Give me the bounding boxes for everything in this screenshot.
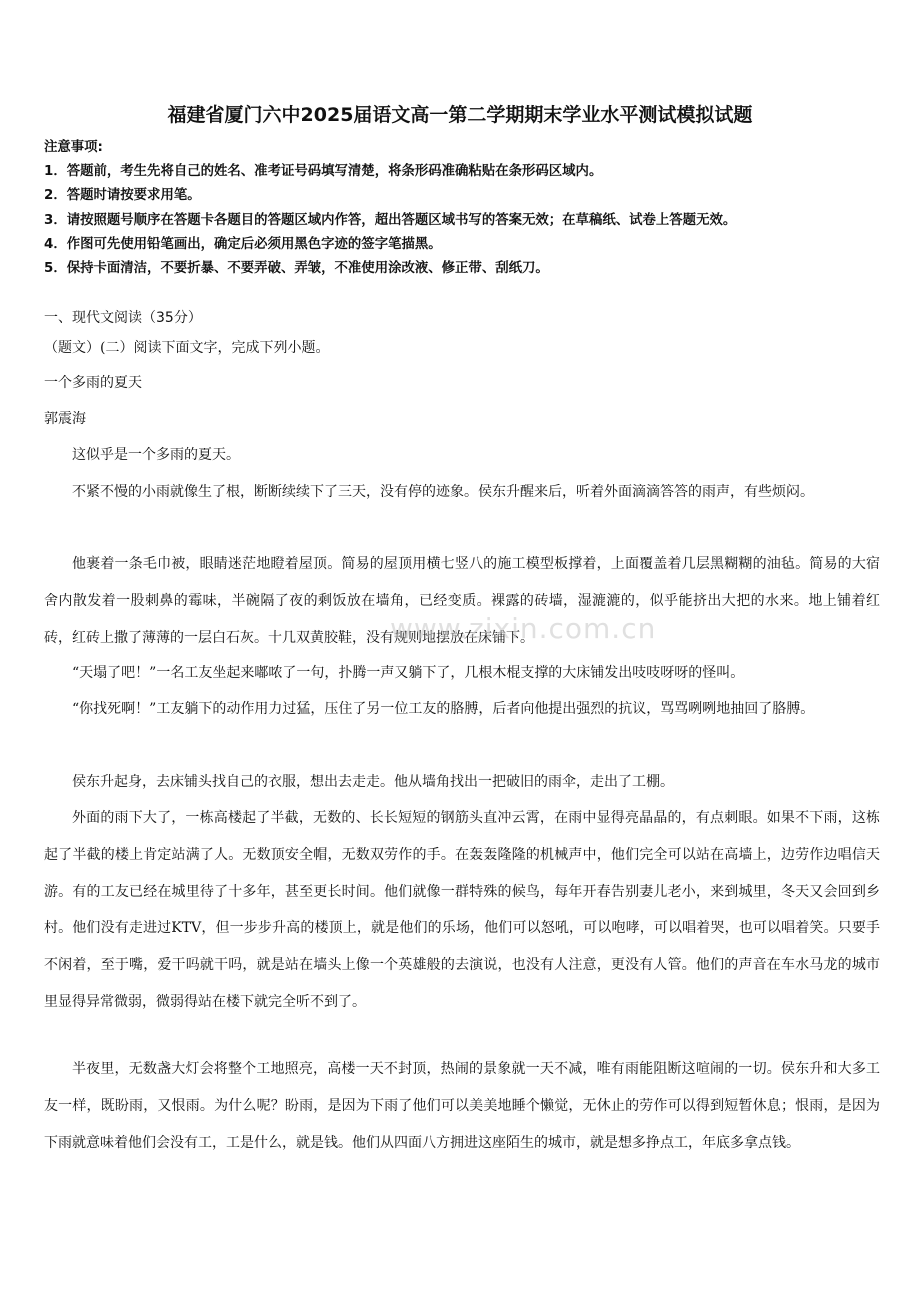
notes-item: 5．保持卡面清洁，不要折暴、不要弄破、弄皱，不准使用涂改液、修正带、刮纸刀。 bbox=[44, 260, 549, 276]
section-heading: 一、现代文阅读（35分） bbox=[44, 310, 202, 326]
notes-block bbox=[44, 136, 884, 281]
article-paragraph: “你找死啊！”工友躺下的动作用力过猛，压住了另一位工友的胳膊，后者向他提出强烈的抗议，骂骂咧咧地抽回了胳膊。 bbox=[72, 701, 815, 717]
notes-heading: 注意事项: bbox=[44, 140, 103, 155]
article-paragraph: 侯东升起身，去床铺头找自己的衣服，想出去走走。他从墙角找出一把破旧的雨伞，走出了工棚。 bbox=[72, 774, 674, 790]
notes-item: 2．答题时请按要求用笔。 bbox=[44, 188, 201, 204]
notes-item: 4．作图可先使用铅笔画出，确定后必须用黑色字迹的签字笔描黑。 bbox=[44, 236, 442, 252]
article-paragraph: 不紧不慢的小雨就像生了根，断断续续下了三天，没有停的迹象。侯东升醒来后，听着外面滴滴答答的雨声，有些烦闷。 bbox=[72, 484, 814, 500]
article-paragraph: 他裹着一条毛巾被，眼睛迷茫地瞪着屋顶。简易的屋顶用横七竖八的施工模型板撑着，上面覆盖着几层黑糊糊的油毡。简易的大宿舍内散发着一股刺鼻的霉味，半碗隔了夜的剩饭放在墙角，已经变质。裸露的砖墙，湿漉漉的，似乎能挤出大把的水来。地上铺着红砖，红砖上撒了薄薄的一层白石灰。十几双黄胶鞋，没有规则地摆放在床铺下。 bbox=[44, 556, 880, 646]
article-paragraph: “天塌了吧！”一名工友坐起来嘟哝了一句，扑腾一声又躺下了，几根木棍支撑的大床铺发出吱吱呀呀的怪叫。 bbox=[72, 665, 745, 681]
article-title: 一个多雨的夏天 bbox=[44, 375, 142, 391]
article-paragraph: 半夜里，无数盏大灯会将整个工地照亮，高楼一天不封顶，热闹的景象就一天不减，唯有雨能阻断这喧闹的一切。侯东升和大多工友一样，既盼雨，又恨雨。为什么呢？盼雨，是因为下雨了他们可以美美地睡个懒觉，无休止的劳作可以得到短暂休息；恨雨，是因为下雨就意味着他们会没有工，工是什么，就是钱。他们从四面八方拥进这座陌生的城市，就是想多挣点工，年底多拿点钱。 bbox=[44, 1061, 880, 1151]
watermark: www.zixin.com.cn bbox=[390, 612, 657, 645]
article-paragraph: 外面的雨下大了，一栋高楼起了半截，无数的、长长短短的钢筋头直冲云霄，在雨中显得亮晶晶的，有点刺眼。如果不下雨，这栋起了半截的楼上肯定站满了人。无数顶安全帽，无数双劳作的手。在轰轰隆隆的机械声中，他们完全可以站在高墙上，边劳作边唱信天游。有的工友已经在城里待了十多年，甚至更长时间。他们就像一群特殊的候鸟，每年开春告别妻儿老小，来到城里，冬天又会回到乡村。他们没有走进过KTV，但一步步升高的楼顶上，就是他们的乐场，他们可以怒吼，可以咆哮，可以唱着哭，也可以唱着笑。只要手不闲着，至于嘴，爱干吗就干吗，就是站在墙头上像一个英雄般的去演说，也没有人注意，更没有人管。他们的声音在车水马龙的城市里显得异常微弱，微弱得站在楼下就完全听不到了。 bbox=[44, 810, 880, 1010]
document-title: 福建省厦门六中2025届语文高一第二学期期末学业水平测试模拟试题 bbox=[167, 104, 753, 126]
notes-item: 3．请按照题号顺序在答题卡各题目的答题区域内作答，超出答题区域书写的答案无效；在草稿纸、试卷上答题无效。 bbox=[44, 212, 737, 228]
article-author: 郭震海 bbox=[44, 411, 86, 427]
section-instruction: （题文）(二）阅读下面文字，完成下列小题。 bbox=[44, 340, 330, 356]
article-paragraph: 这似乎是一个多雨的夏天。 bbox=[72, 447, 240, 463]
notes-item: 1．答题前，考生先将自己的姓名、准考证号码填写清楚，将条形码准确粘贴在条形码区域内。 bbox=[44, 164, 603, 180]
